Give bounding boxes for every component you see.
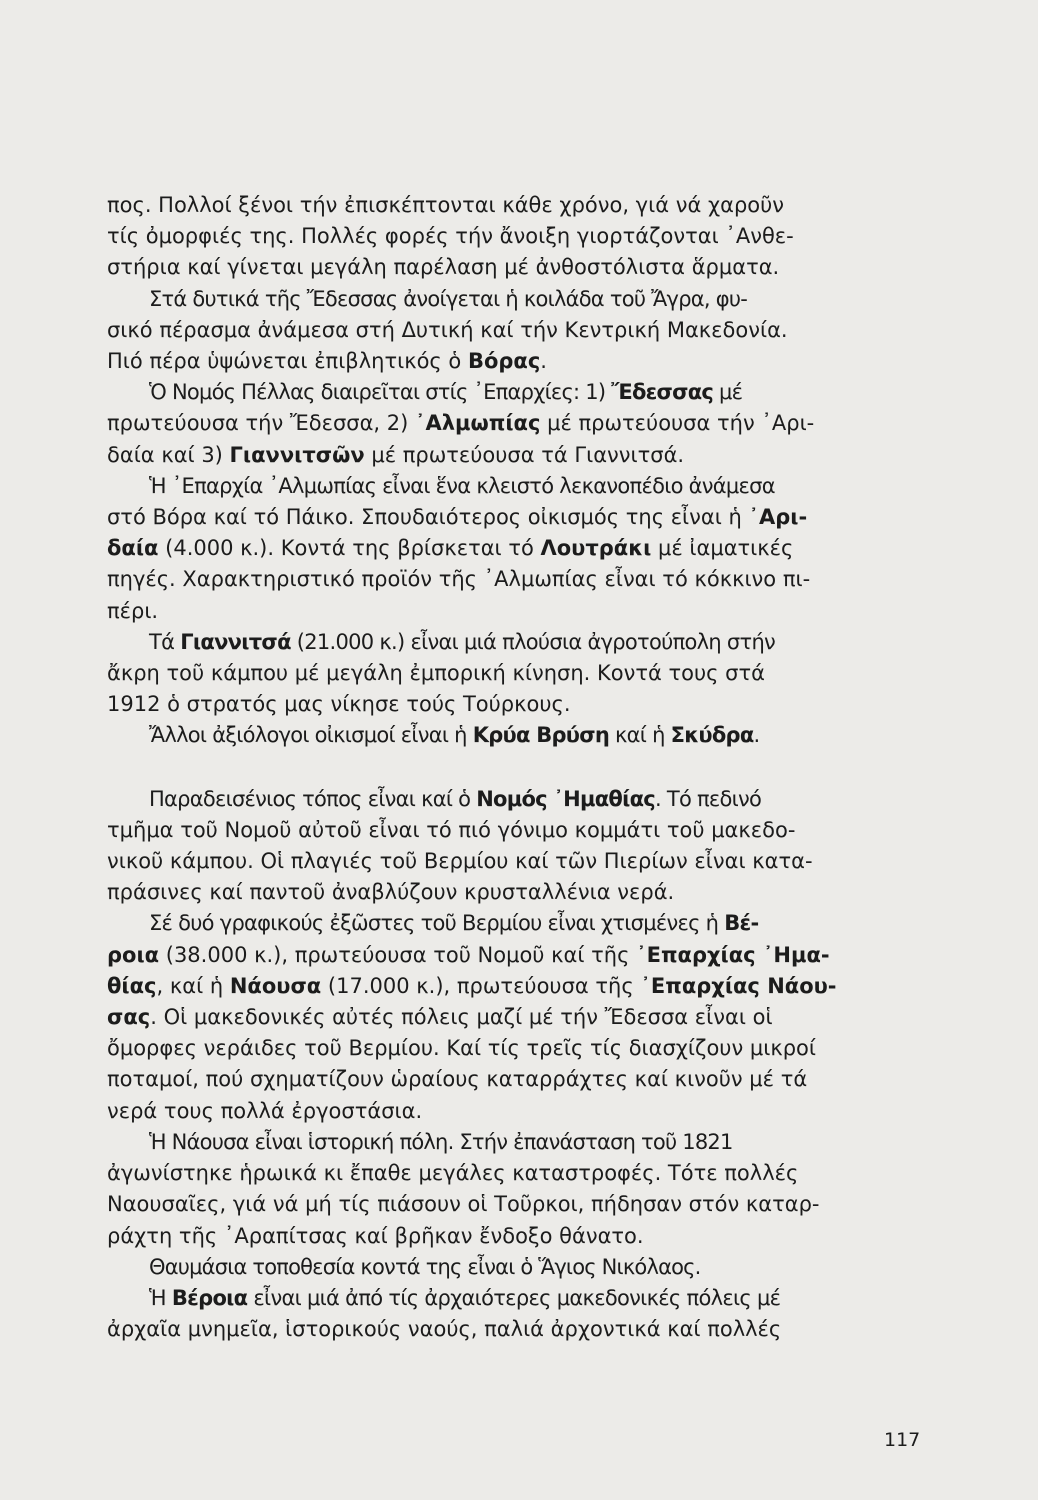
text-segment: 1912 ὁ στρατός μας νίκησε τούς Τούρκους. [107, 692, 571, 717]
bold-term: ᾿Αρι- [748, 505, 808, 530]
text-line [107, 1158, 922, 1189]
text-line [107, 627, 922, 658]
bold-term: θίας [107, 973, 157, 998]
bold-term: ροια [107, 942, 160, 967]
text-line [107, 252, 922, 283]
text-segment: μέ ἰαματικές [651, 536, 794, 561]
text-segment: (21.000 κ.) εἶναι μιά πλούσια ἀγροτούπολη στήν [290, 629, 776, 654]
text-line [107, 784, 922, 815]
text-line [107, 502, 922, 533]
text-segment: ἄκρη τοῦ κάμπου μέ μεγάλη ἐμπορική κίνηση. Κοντά τους στά [107, 661, 765, 686]
text-line [107, 720, 922, 751]
text-line [107, 533, 922, 564]
text-line [107, 908, 922, 939]
text-segment: Ἡ [149, 1285, 172, 1310]
text-line [107, 1096, 922, 1127]
text-segment: πράσινες καί παντοῦ ἀναβλύζουν κρυσταλλένια νερά. [107, 880, 675, 905]
text-line [107, 190, 922, 221]
text-line [107, 940, 922, 971]
text-line [107, 408, 922, 439]
text-line [107, 1283, 922, 1314]
text-segment: (38.000 κ.), πρωτεύουσα τοῦ Νομοῦ καί τῆς [159, 942, 637, 967]
text-segment: νικοῦ κάμπου. Οἱ πλαγιές τοῦ Βερμίου καί τῶν Πιερίων εἶναι κατα- [107, 849, 813, 874]
bold-term: Λουτράκι [540, 536, 652, 561]
text-segment: ἀγωνίστηκε ἡρωικά κι ἔπαθε μεγάλες καταστροφές. Τότε πολλές [107, 1161, 799, 1186]
text-line [107, 1002, 922, 1033]
text-segment: πρωτεύουσα τήν Ἔδεσσα, 2) [107, 411, 415, 436]
text-line [107, 346, 922, 377]
text-line [107, 315, 922, 346]
text-segment: Θαυμάσια τοποθεσία κοντά της εἶναι ὁ Ἅγιος Νικόλαος. [149, 1254, 701, 1279]
text-segment: μέ πρωτεύουσα τήν ᾿Αρι- [540, 411, 815, 436]
bold-term: δαία [107, 536, 159, 561]
bold-term: Βέροια [171, 1285, 248, 1310]
text-segment: Ἡ ᾿Επαρχία ᾿Αλμωπίας εἶναι ἕνα κλειστό λεκανοπέδιο ἀνάμεσα [149, 473, 775, 498]
text-line [107, 877, 922, 908]
body-text [107, 190, 922, 1345]
text-segment: σικό πέρασμα ἀνάμεσα στή Δυτική καί τήν Κεντρική Μακεδονία. [107, 317, 788, 342]
text-line [107, 1221, 922, 1252]
bold-term: Βέ- [724, 911, 759, 936]
text-segment: τίς ὀμορφιές της. Πολλές φορές τήν ἄνοιξη γιορτάζονται ᾿Ανθε- [107, 224, 794, 249]
text-line [107, 1033, 922, 1064]
bold-term: Νομός ᾿Ημαθίας [476, 786, 655, 811]
bold-term: σας [107, 1005, 151, 1030]
text-segment: τμῆμα τοῦ Νομοῦ αὐτοῦ εἶναι τό πιό γόνιμο κομμάτι τοῦ μακεδο- [107, 817, 796, 842]
text-segment: Ἡ Νάουσα εἶναι ἱστορική πόλη. Στήν ἐπανάσταση τοῦ 1821 [149, 1129, 733, 1154]
text-segment: . Οἱ μακεδονικές αὐτές πόλεις μαζί μέ τήν Ἔδεσσα εἶναι οἱ [150, 1005, 773, 1030]
text-segment: Στά δυτικά τῆς Ἔδεσσας ἀνοίγεται ἡ κοιλάδα τοῦ Ἄγρα, φυ- [149, 286, 748, 311]
text-line [107, 564, 922, 595]
bold-term: ᾿Αλμωπίας [415, 411, 541, 436]
text-segment: ὄμορφες νεράιδες τοῦ Βερμίου. Καί τίς τρεῖς τίς διασχίζουν μικροί [107, 1036, 816, 1061]
page-number: 117 [884, 1429, 921, 1451]
text-segment: δαία καί 3) [107, 442, 230, 467]
text-line [107, 1252, 922, 1283]
text-line [107, 815, 922, 846]
text-line [107, 596, 922, 627]
text-line [107, 1314, 922, 1345]
text-line [107, 1189, 922, 1220]
bold-term: Σκύδρα [670, 723, 754, 748]
text-segment: . Τό πεδινό [654, 786, 762, 811]
text-segment: ἀρχαῖα μνημεῖα, ἱστορικούς ναούς, παλιά ἀρχοντικά καί πολλές [107, 1317, 782, 1342]
text-line [107, 284, 922, 315]
text-segment: Παραδεισένιος τόπος εἶναι καί ὁ [149, 786, 477, 811]
text-segment: εἶναι μιά ἀπό τίς ἀρχαιότερες μακεδονικές πόλεις μέ [247, 1285, 781, 1310]
text-segment: ράχτη τῆς ᾿Αραπίτσας καί βρῆκαν ἔνδοξο θάνατο. [107, 1223, 644, 1248]
text-segment: Ναουσαῖες, γιά νά μή τίς πιάσουν οἱ Τοῦρκοι, πήδησαν στόν καταρ- [107, 1192, 820, 1217]
text-segment: , καί ἡ [156, 973, 230, 998]
text-segment: καί ἡ [609, 723, 671, 748]
text-segment: στήρια καί γίνεται μεγάλη παρέλαση μέ ἀνθοστόλιστα ἅρματα. [107, 255, 780, 280]
bold-term: Κρύα Βρύση [472, 723, 610, 748]
bold-term: Γιαννιτσά [180, 629, 291, 654]
text-segment: ποταμοί, πού σχηματίζουν ὡραίους καταρράχτες καί κινοῦν μέ τά [107, 1067, 808, 1092]
bold-term: Ἔδεσσας [611, 380, 714, 405]
text-line [107, 377, 922, 408]
bold-term: ᾿Επαρχίας ᾿Ημα- [636, 942, 830, 967]
text-line [107, 1127, 922, 1158]
bold-term: Γιαννιτσῶν [229, 442, 365, 467]
text-segment: . [753, 723, 760, 748]
paragraph-gap [107, 752, 922, 784]
text-line [107, 689, 922, 720]
text-line [107, 658, 922, 689]
text-segment: πηγές. Χαρακτηριστικό προϊόν τῆς ᾿Αλμωπίας εἶναι τό κόκκινο πι- [107, 567, 811, 592]
text-segment: Τά [149, 629, 181, 654]
text-segment: μέ πρωτεύουσα τά Γιαννιτσά. [364, 442, 685, 467]
bold-term: ᾿Επαρχίας Νάου- [640, 973, 837, 998]
text-line [107, 846, 922, 877]
text-line [107, 1064, 922, 1095]
text-line [107, 471, 922, 502]
bold-term: Βόρας [467, 349, 541, 374]
text-segment: Πιό πέρα ὑψώνεται ἐπιβλητικός ὁ [107, 349, 468, 374]
text-line [107, 440, 922, 471]
text-line [107, 221, 922, 252]
text-segment: . [540, 349, 547, 374]
text-segment: νερά τους πολλά ἐργοστάσια. [107, 1098, 423, 1123]
text-segment: μέ [713, 380, 743, 405]
text-line [107, 971, 922, 1002]
text-segment: (17.000 κ.), πρωτεύουσα τῆς [321, 973, 641, 998]
bold-term: Νάουσα [229, 973, 322, 998]
text-segment: στό Βόρα καί τό Πάικο. Σπουδαιότερος οἰκισμός της εἶναι ἡ [107, 505, 749, 530]
text-segment: πος. Πολλοί ξένοι τήν ἐπισκέπτονται κάθε χρόνο, γιά νά χαροῦν [107, 193, 785, 217]
text-segment: Σέ δυό γραφικούς ἐξῶστες τοῦ Βερμίου εἶναι χτισμένες ἡ [149, 911, 725, 936]
text-segment: πέρι. [107, 598, 159, 623]
text-segment: Ὁ Νομός Πέλλας διαιρεῖται στίς ᾿Επαρχίες: 1) [149, 380, 612, 405]
text-segment: Ἄλλοι ἀξιόλογοι οἰκισμοί εἶναι ἡ [149, 723, 473, 748]
text-segment: (4.000 κ.). Κοντά της βρίσκεται τό [158, 536, 541, 561]
